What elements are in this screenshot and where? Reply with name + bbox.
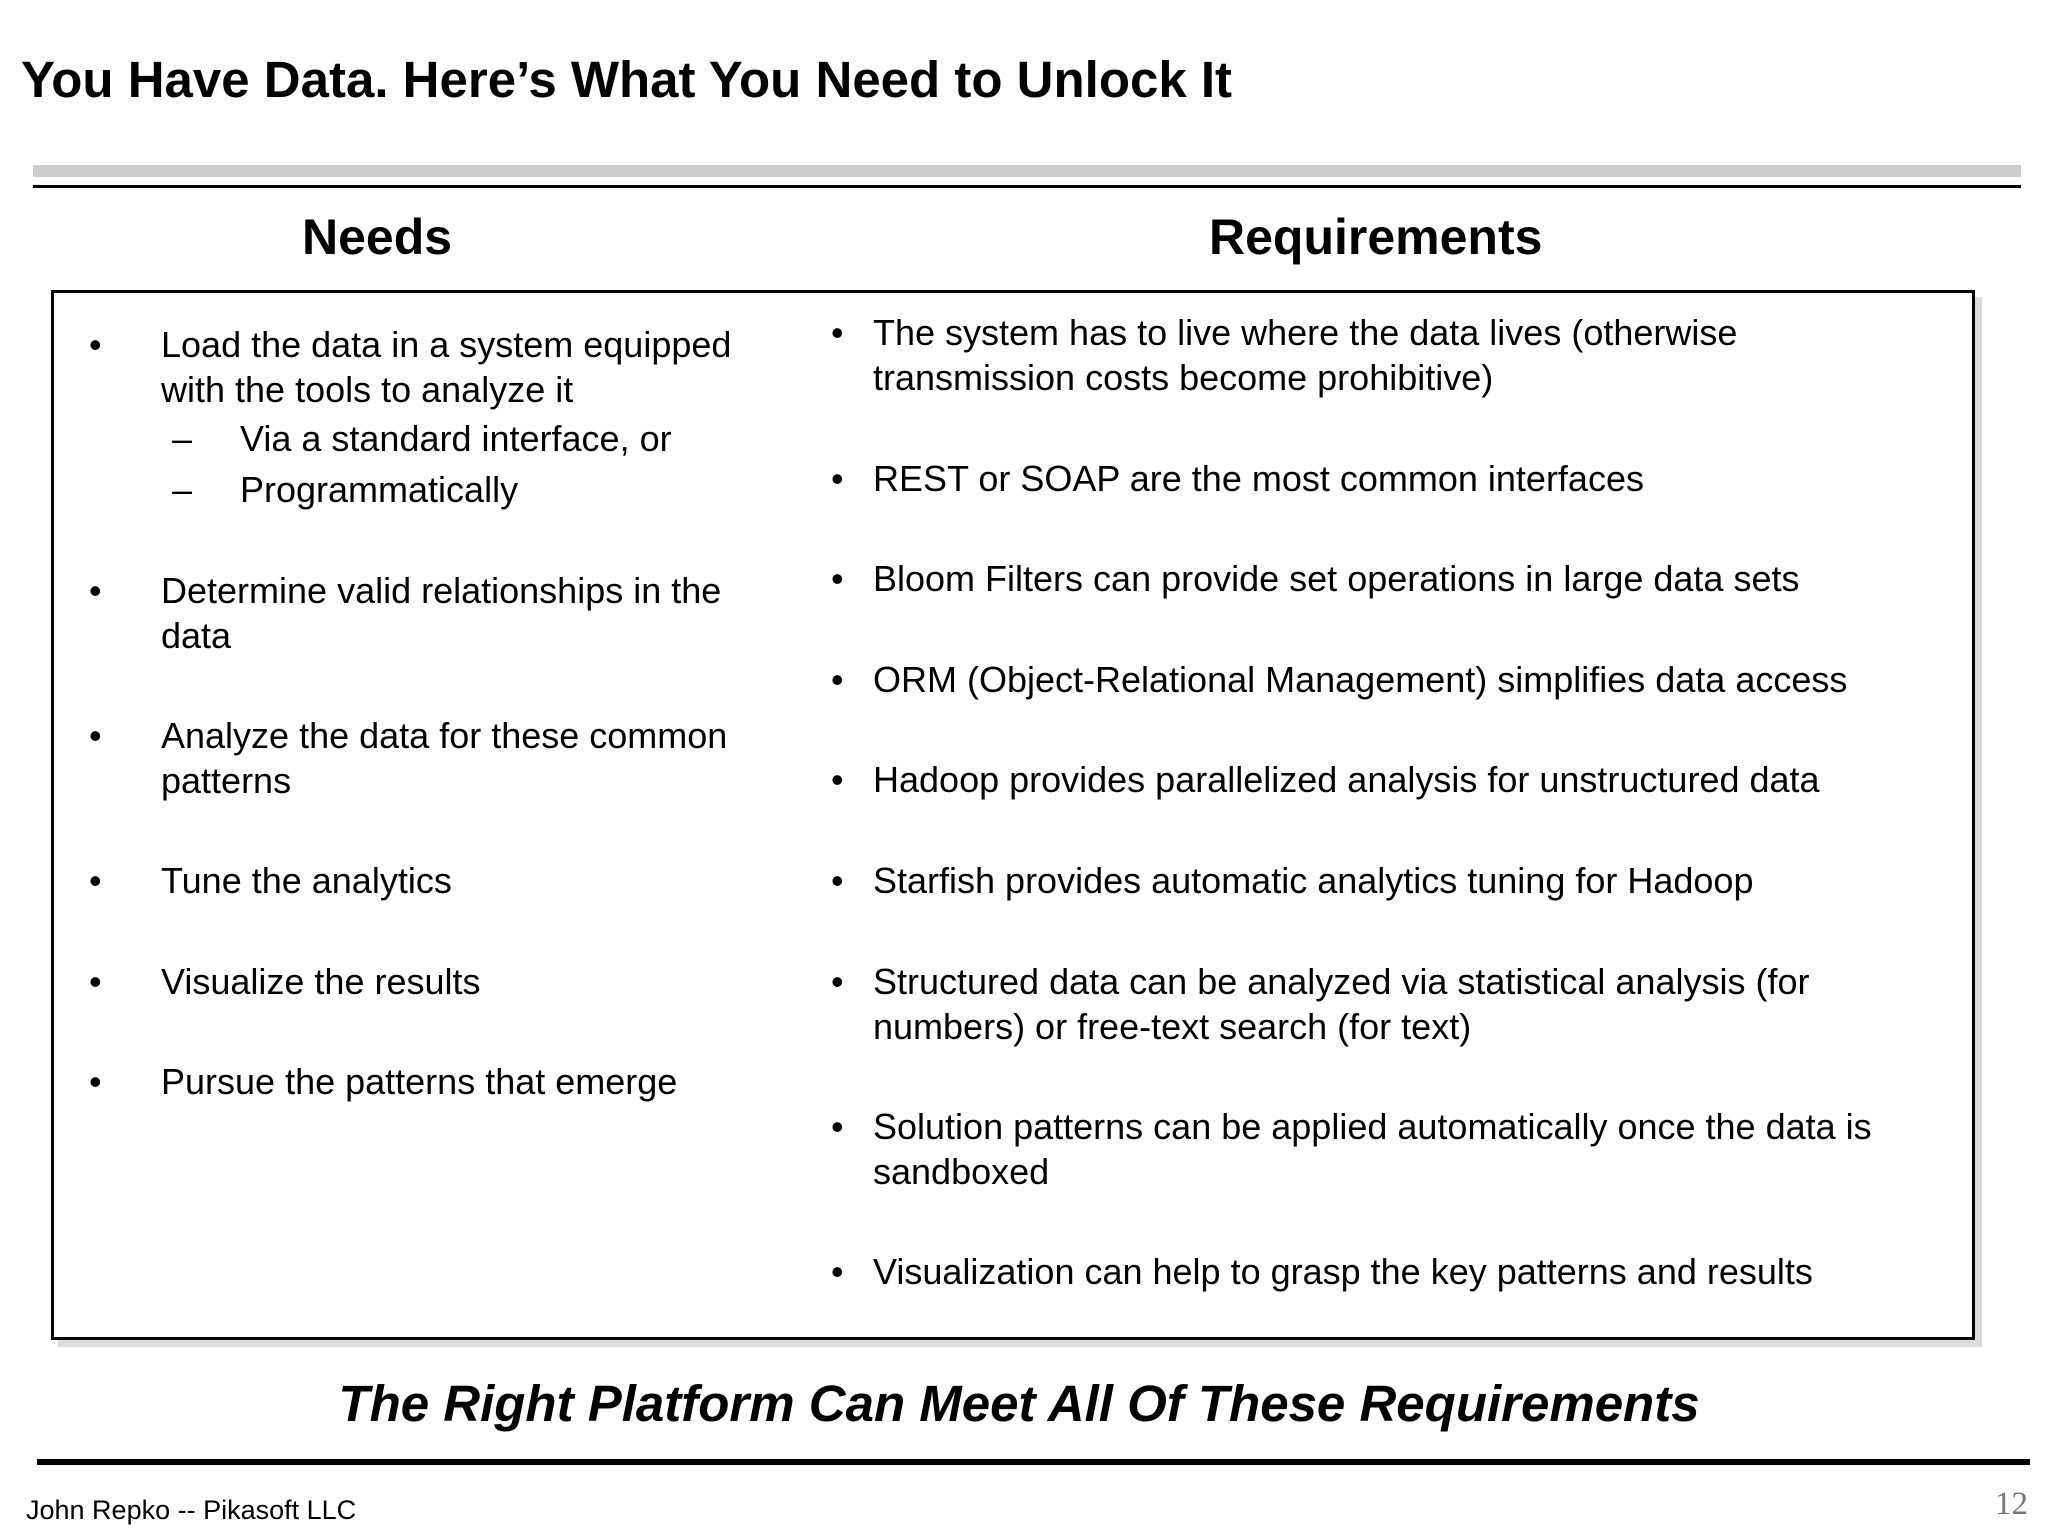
bullet-marker: • [89,570,102,611]
slide-title: You Have Data. Here’s What You Need to Unlock It [21,51,1233,108]
requirements-item [831,556,1933,601]
footer-credit: John Repko -- Pikasoft LLC [26,1495,357,1525]
bullet-marker: • [89,961,102,1002]
footer-divider [37,1459,2030,1465]
dash-marker: – [172,418,193,459]
tagline-text: The Right Platform Can Meet All Of These Requirements [338,1375,1700,1432]
requirements-item [831,1249,1933,1294]
requirements-item-text: The system has to live where the data lives (otherwise transmission costs become prohibitive) [873,312,1738,398]
needs-sub-item [172,467,519,512]
bullet-marker: • [831,860,844,901]
requirements-item [831,456,1933,501]
needs-item [89,1059,801,1104]
needs-item [89,322,801,412]
requirements-item-text: Structured data can be analyzed via statistical analysis (for numbers) or free-text search (for text) [873,961,1810,1047]
needs-sub-item-text: Programmatically [240,469,519,510]
needs-item [89,568,801,658]
bullet-marker: • [89,324,102,365]
needs-item-text: Tune the analytics [161,860,452,901]
requirements-item-text: Visualization can help to grasp the key patterns and results [873,1251,1813,1292]
requirements-item [831,959,1933,1049]
bullet-marker: • [89,715,102,756]
requirements-heading: Requirements [1209,209,1543,265]
needs-item [89,858,801,903]
needs-heading: Needs [302,209,453,265]
requirements-item [831,310,1933,400]
dash-marker: – [172,469,193,510]
requirements-item-text: ORM (Object-Relational Management) simplifies data access [873,659,1848,700]
bullet-marker: • [831,558,844,599]
requirements-item-text: Solution patterns can be applied automatically once the data is sandboxed [873,1106,1872,1192]
bullet-marker: • [831,312,844,353]
title-divider-black [33,185,2021,188]
requirements-item [831,1104,1933,1194]
needs-item [89,713,801,803]
bullet-marker: • [831,458,844,499]
requirements-item-text: Starfish provides automatic analytics tuning for Hadoop [873,860,1754,901]
needs-item-text: Visualize the results [161,961,481,1002]
needs-item-text: Pursue the patterns that emerge [161,1061,678,1102]
bullet-marker: • [831,1106,844,1147]
needs-item-text: Determine valid relationships in the data [161,570,722,656]
title-divider-gray [33,165,2021,177]
needs-item [89,959,801,1004]
bullet-marker: • [831,961,844,1002]
requirements-item [831,757,1933,802]
bullet-marker: • [89,1061,102,1102]
bullet-marker: • [831,759,844,800]
bullet-marker: • [831,1251,844,1292]
bullet-marker: • [831,659,844,700]
needs-sub-item [172,416,672,461]
needs-item-text: Load the data in a system equipped with the tools to analyze it [161,324,732,410]
bullet-marker: • [89,860,102,901]
tagline [0,1374,2048,1433]
requirements-item-text: Bloom Filters can provide set operations in large data sets [873,558,1800,599]
requirements-item-text: REST or SOAP are the most common interfaces [873,458,1644,499]
needs-item-text: Analyze the data for these common patterns [161,715,728,801]
page-number: 12 [1995,1486,2028,1522]
requirements-item [831,657,1933,702]
requirements-item [831,858,1933,903]
requirements-item-text: Hadoop provides parallelized analysis for unstructured data [873,759,1820,800]
needs-sub-item-text: Via a standard interface, or [240,418,672,459]
